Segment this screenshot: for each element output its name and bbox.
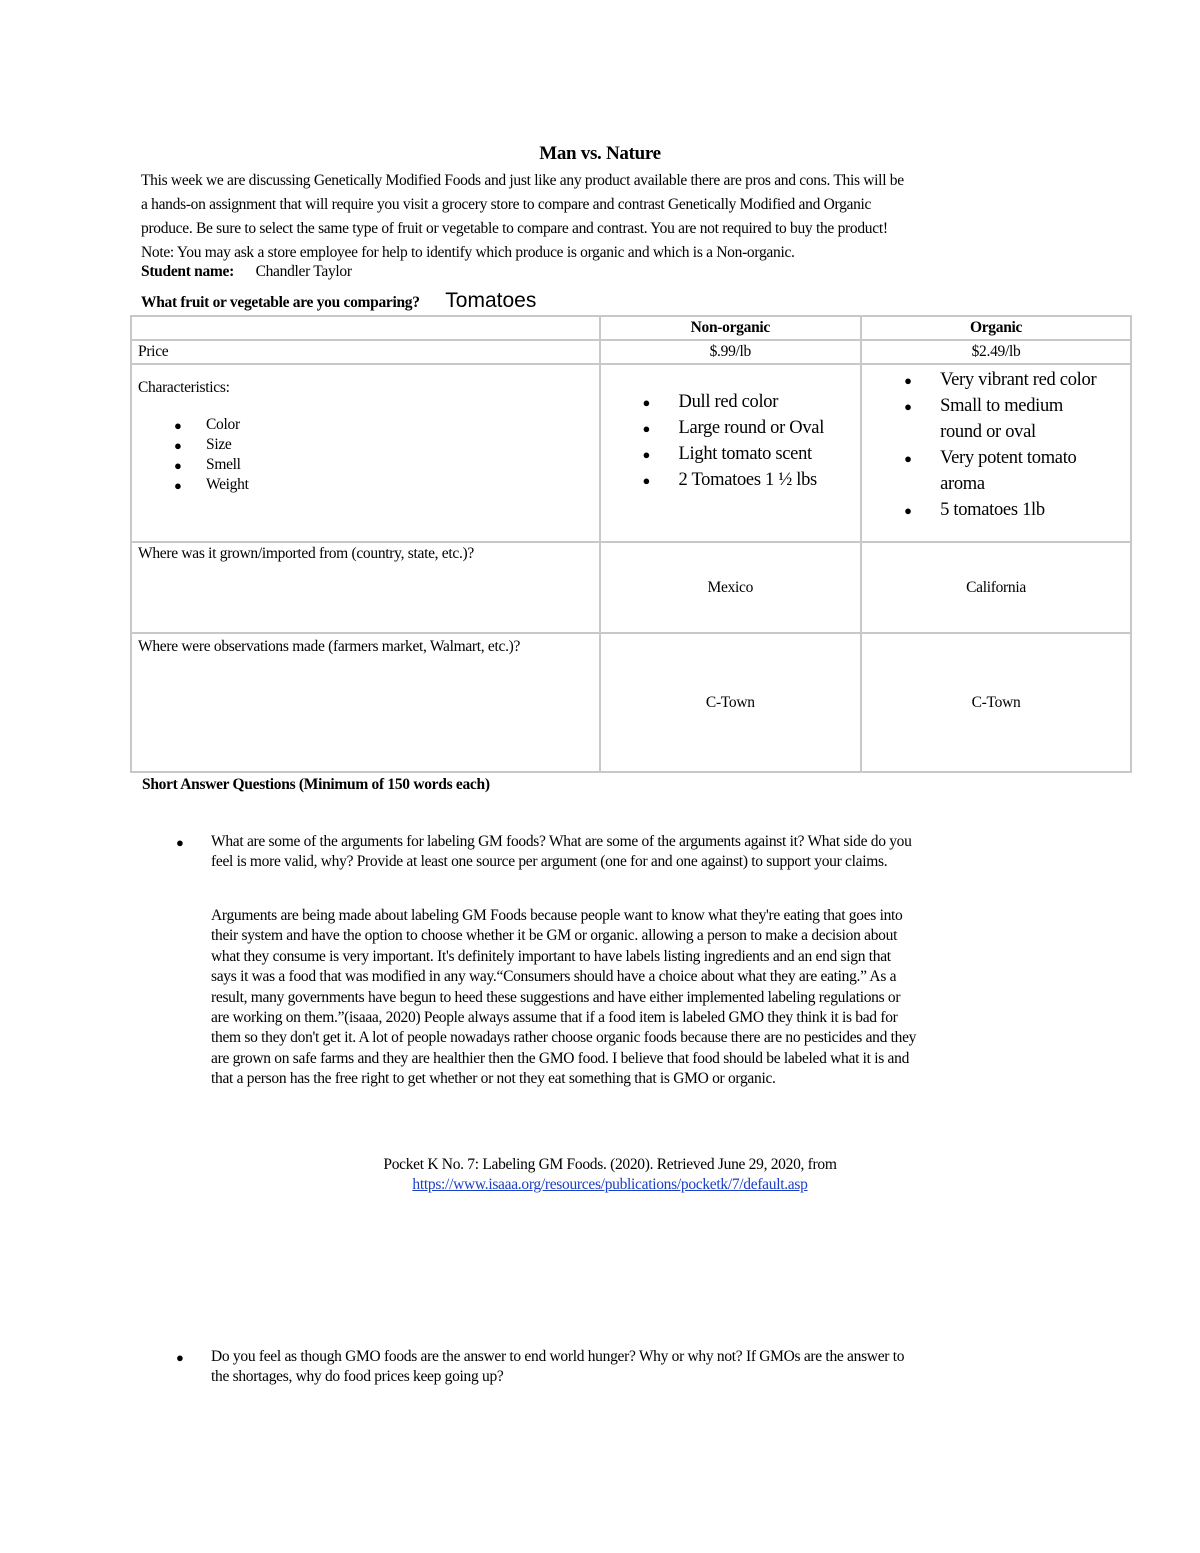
list-item: ● Small to medium round or oval [904,393,1104,445]
list-item: ● Size [174,435,593,455]
answer-line: Arguments are being made about labeling GM Foods because people want to know what they're eating that goes into [211,907,903,924]
bullet-icon: ● [176,835,184,850]
characteristics-organic [861,364,1131,542]
question-2 [211,1347,904,1387]
table-row-grown [131,542,1131,633]
list-item: ● Weight [174,475,593,495]
non-organic-list [643,389,855,493]
answer-line: are working on them.”(isaaa, 2020) People always assume that if a food item is labeled GMO they think it is bad for [211,1009,898,1027]
list-item: ● Color [174,415,593,435]
answer-1 [211,906,916,1090]
question-1 [211,832,912,872]
header-organic: Organic [861,316,1131,340]
question-line: Do you feel as though GMO foods are the answer to end world hunger? Why or why not? If GMOs are the answer to [211,1348,905,1365]
list-item: ● Light tomato scent [643,441,855,467]
answer-line: says it was a food that was modified in any way.“Consumers should have a choice about what they are eating.” As a [211,968,897,986]
intro-line: a hands-on assignment that will require you visit a grocery store to compare and contrast Genetically Modified and Organic [141,196,872,213]
answer-line: are grown on safe farms and they are healthier then the GMO food. I believe that food should be labeled what it is and [211,1049,910,1067]
answer-line: their system and have the option to choose whether it be GM or organic. allowing a person to make a decision about [211,927,898,945]
list-item: ● 2 Tomatoes 1 ½ lbs [643,467,855,493]
answer-line: that a person has the free right to get whether or not they eat something that is GMO or organic. [211,1070,776,1088]
question-line: the shortages, why do food prices keep going up? [211,1368,504,1385]
characteristics-non-organic [600,364,862,542]
answer-line: result, many governments have begun to heed these suggestions and have either implemented labeling regulations or [211,988,901,1006]
intro-line: produce. Be sure to select the same type of fruit or vegetable to compare and contrast. You are not required to buy the product! [141,220,888,237]
comparing-label: What fruit or vegetable are you comparing? [141,294,420,311]
characteristics-cell [131,364,600,542]
price-non-organic: $.99/lb [600,340,862,364]
comparing-value: Tomatoes [445,289,537,312]
intro-line: This week we are discussing Genetically Modified Foods and just like any product available there are pros and cons. This will be [141,172,904,189]
citation-link[interactable]: https://www.isaaa.org/resources/publications/pocketk/7/default.asp [412,1176,808,1193]
student-name-value: Chandler Taylor [255,263,352,280]
citation-text: Pocket K No. 7: Labeling GM Foods. (2020). Retrieved June 29, 2020, from [383,1156,837,1173]
list-item: ● 5 tomatoes 1lb [904,497,1104,523]
page-title: Man vs. Nature [539,143,661,164]
intro-line: Note: You may ask a store employee for help to identify which produce is organic and which is a Non-organic. [141,244,795,261]
comparison-table [130,315,1132,773]
observed-label: Where were observations made (farmers market, Walmart, etc.)? [131,633,600,772]
characteristics-label: Characteristics: [138,379,230,396]
characteristics-list [174,415,593,495]
student-name [141,263,352,281]
table-row-price [131,340,1131,364]
question-line: What are some of the arguments for labeling GM foods? What are some of the arguments against it? What side do you [211,833,912,850]
list-item: ● Smell [174,455,593,475]
grown-non-organic: Mexico [600,542,862,633]
grown-label: Where was it grown/imported from (country, state, etc.)? [131,542,600,633]
bullet-icon: ● [176,1350,184,1365]
organic-list [904,367,1104,523]
citation [0,1155,1200,1195]
observed-non-organic: C-Town [600,633,862,772]
list-item: ● Very potent tomato aroma [904,445,1104,497]
answer-line: them so they don't get it. A lot of people nowadays rather choose organic foods because there are no pesticides and they [211,1029,917,1047]
intro-paragraph [141,169,904,265]
list-item: ● Very vibrant red color [904,367,1104,393]
list-item: ● Large round or Oval [643,415,855,441]
table-header-row [131,316,1131,340]
price-organic: $2.49/lb [861,340,1131,364]
observed-organic: C-Town [861,633,1131,772]
question-line: feel is more valid, why? Provide at least one source per argument (one for and one against) to support your claims. [211,853,888,870]
grown-organic: California [861,542,1131,633]
price-label: Price [131,340,600,364]
table-row-observed [131,633,1131,772]
list-item: ● Dull red color [643,389,855,415]
header-non-organic: Non-organic [600,316,862,340]
table-row-characteristics [131,364,1131,542]
header-cell [131,316,600,340]
short-answer-heading: Short Answer Questions (Minimum of 150 words each) [142,776,490,793]
answer-line: what they consume is very important. It's definitely important to have labels listing ingredients and an end sign that [211,947,891,965]
comparing-question [141,289,536,313]
student-name-label: Student name: [141,263,234,280]
